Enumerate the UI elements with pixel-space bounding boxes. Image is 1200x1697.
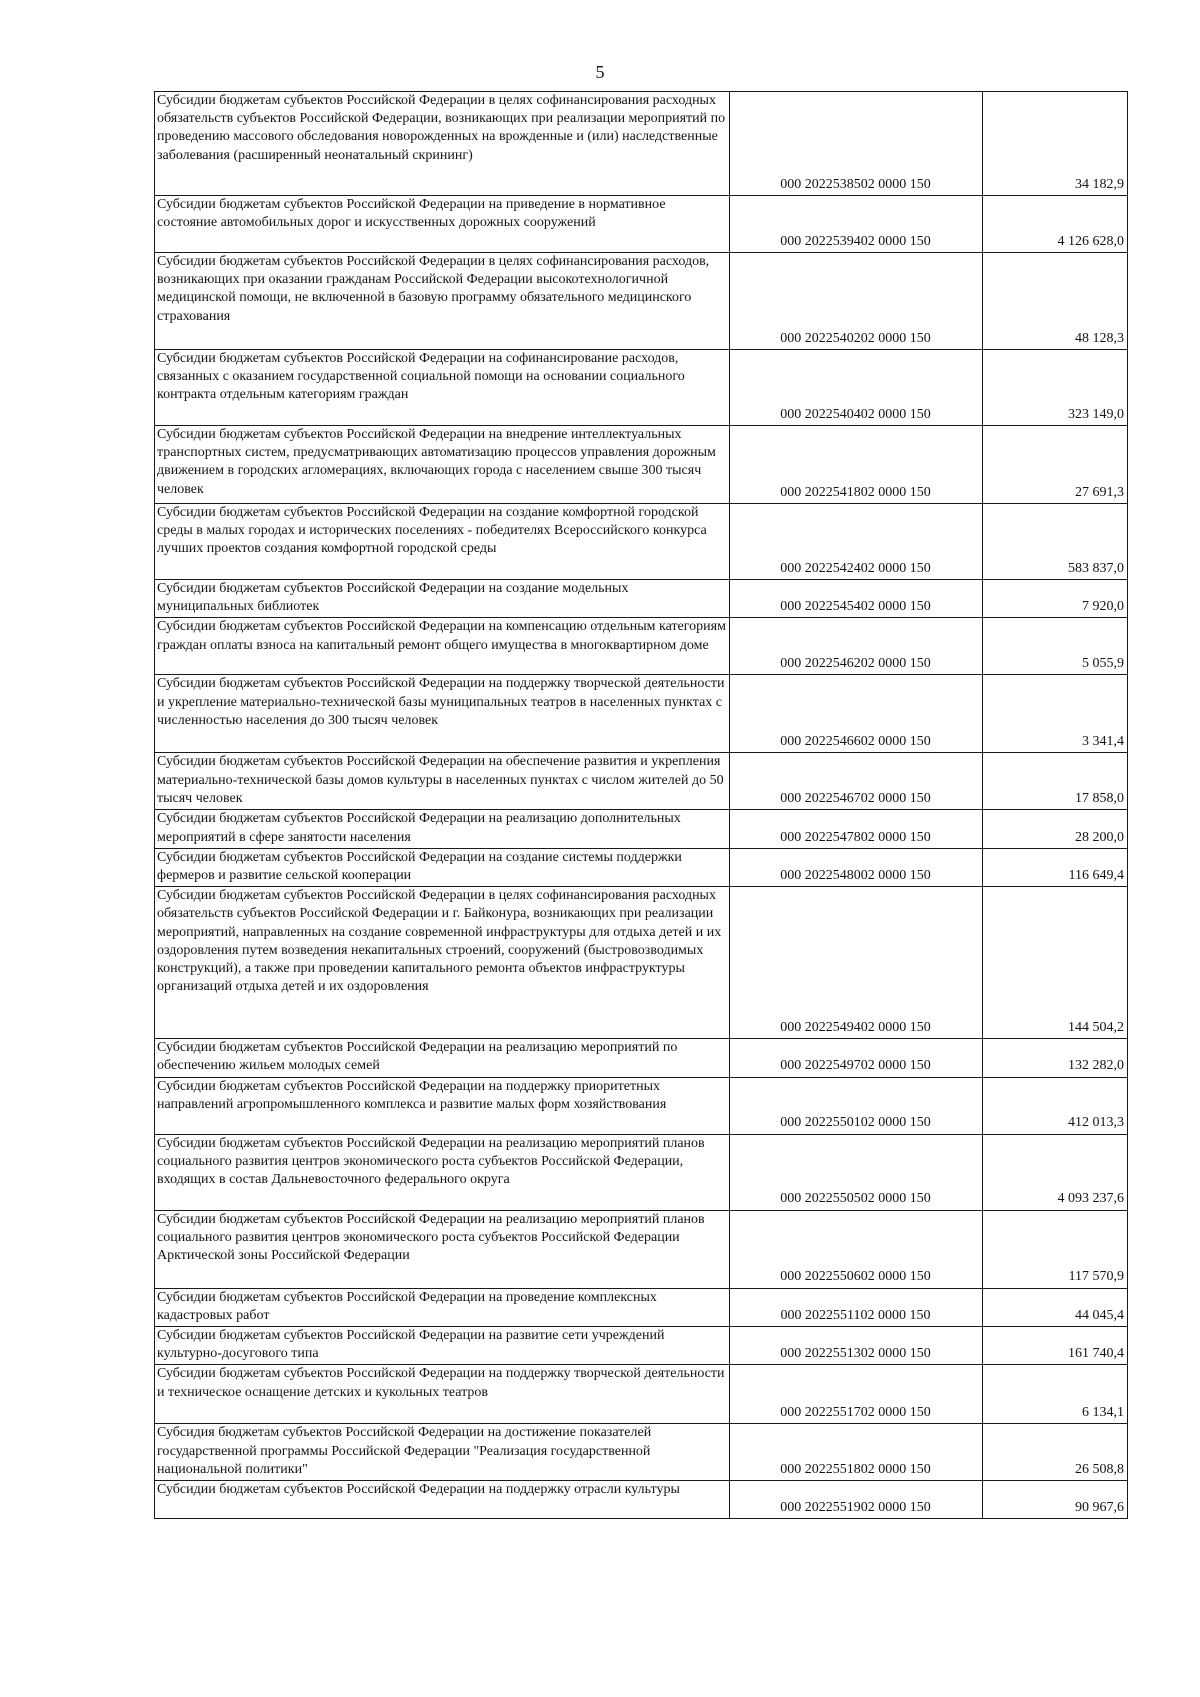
row-description: Субсидии бюджетам субъектов Российской Федерации на развитие сети учреждений культурно-досугового типа [155,1327,730,1365]
row-description: Субсидии бюджетам субъектов Российской Федерации на создание модельных муниципальных библиотек [155,580,730,618]
table-row [155,253,1128,350]
row-amount: 144 504,2 [983,887,1128,1039]
row-amount: 4 093 237,6 [983,1134,1128,1210]
row-budget-code: 000 2022545402 0000 150 [730,580,983,618]
row-budget-code: 000 2022540202 0000 150 [730,253,983,350]
row-description: Субсидии бюджетам субъектов Российской Федерации на поддержку творческой деятельности и укрепление материально-технической базы муниципальных театров в населенных пунктах с численностью населения до 300 тысяч человек [155,675,730,753]
row-amount: 34 182,9 [983,92,1128,196]
row-budget-code: 000 2022551902 0000 150 [730,1481,983,1519]
row-budget-code: 000 2022538502 0000 150 [730,92,983,196]
table-row [155,1424,1128,1481]
row-amount: 44 045,4 [983,1288,1128,1326]
row-budget-code: 000 2022546202 0000 150 [730,618,983,675]
row-budget-code: 000 2022539402 0000 150 [730,196,983,253]
row-description: Субсидии бюджетам субъектов Российской Федерации на обеспечение развития и укрепления материально-технической базы домов культуры в населенных пунктах с числом жителей до 50 тысяч человек [155,753,730,810]
row-description: Субсидии бюджетам субъектов Российской Федерации в целях софинансирования расходных обязательств субъектов Российской Федерации, возникающих при реализации мероприятий по проведению массового обследования новорожденных на врожденные и (или) наследственные заболевания (расширенный неонатальный скрининг) [155,92,730,196]
row-description: Субсидии бюджетам субъектов Российской Федерации на реализацию дополнительных мероприятий в сфере занятости населения [155,810,730,848]
page-number: 5 [595,62,605,82]
row-description: Субсидия бюджетам субъектов Российской Федерации на достижение показателей государственной программы Российской Федерации "Реализация государственной национальной политики" [155,1424,730,1481]
row-amount: 117 570,9 [983,1210,1128,1288]
row-amount: 90 967,6 [983,1481,1128,1519]
row-amount: 412 013,3 [983,1077,1128,1134]
row-amount: 583 837,0 [983,504,1128,580]
row-description: Субсидии бюджетам субъектов Российской Федерации на реализацию мероприятий планов социального развития центров экономического роста субъектов Российской Федерации Арктической зоны Российской Федерации [155,1210,730,1288]
row-amount: 5 055,9 [983,618,1128,675]
row-amount: 4 126 628,0 [983,196,1128,253]
row-amount: 48 128,3 [983,253,1128,350]
row-description: Субсидии бюджетам субъектов Российской Федерации на поддержку приоритетных направлений агропромышленного комплекса и развитие малых форм хозяйствования [155,1077,730,1134]
row-amount: 7 920,0 [983,580,1128,618]
table-row [155,753,1128,810]
table-row [155,504,1128,580]
row-description: Субсидии бюджетам субъектов Российской Федерации на поддержку отрасли культуры [155,1481,730,1519]
row-amount: 28 200,0 [983,810,1128,848]
row-description: Субсидии бюджетам субъектов Российской Федерации на реализацию мероприятий по обеспечению жильем молодых семей [155,1039,730,1077]
table-row [155,1134,1128,1210]
row-amount: 27 691,3 [983,426,1128,504]
row-budget-code: 000 2022549402 0000 150 [730,887,983,1039]
row-description: Субсидии бюджетам субъектов Российской Федерации на создание комфортной городской среды в малых городах и исторических поселениях - победителях Всероссийского конкурса лучших проектов создания комфортной городской среды [155,504,730,580]
row-amount: 323 149,0 [983,350,1128,426]
table-row [155,196,1128,253]
table-row [155,810,1128,848]
table-row [155,848,1128,886]
row-budget-code: 000 2022540402 0000 150 [730,350,983,426]
row-budget-code: 000 2022550502 0000 150 [730,1134,983,1210]
row-amount: 17 858,0 [983,753,1128,810]
row-budget-code: 000 2022550602 0000 150 [730,1210,983,1288]
table-row [155,1077,1128,1134]
row-amount: 161 740,4 [983,1327,1128,1365]
table-row [155,426,1128,504]
row-description: Субсидии бюджетам субъектов Российской Федерации на софинансирование расходов, связанных с оказанием государственной социальной помощи на основании социального контракта отдельным категориям граждан [155,350,730,426]
table-row [155,1288,1128,1326]
table-row [155,1039,1128,1077]
table-row [155,1481,1128,1519]
row-description: Субсидии бюджетам субъектов Российской Федерации на поддержку творческой деятельности и техническое оснащение детских и кукольных театров [155,1365,730,1424]
table-row [155,618,1128,675]
row-description: Субсидии бюджетам субъектов Российской Федерации на создание системы поддержки фермеров и развитие сельской кооперации [155,848,730,886]
row-amount: 132 282,0 [983,1039,1128,1077]
row-amount: 3 341,4 [983,675,1128,753]
table-row [155,887,1128,1039]
table-row [155,1365,1128,1424]
row-amount: 26 508,8 [983,1424,1128,1481]
row-amount: 6 134,1 [983,1365,1128,1424]
table-row [155,1327,1128,1365]
row-amount: 116 649,4 [983,848,1128,886]
row-budget-code: 000 2022546602 0000 150 [730,675,983,753]
row-budget-code: 000 2022542402 0000 150 [730,504,983,580]
row-description: Субсидии бюджетам субъектов Российской Федерации на приведение в нормативное состояние автомобильных дорог и искусственных дорожных сооружений [155,196,730,253]
row-description: Субсидии бюджетам субъектов Российской Федерации в целях софинансирования расходов, возникающих при оказании гражданам Российской Федерации высокотехнологичной медицинской помощи, не включенной в базовую программу обязательного медицинского страхования [155,253,730,350]
table-row [155,1210,1128,1288]
row-budget-code: 000 2022541802 0000 150 [730,426,983,504]
row-budget-code: 000 2022547802 0000 150 [730,810,983,848]
table-row [155,580,1128,618]
table-row [155,350,1128,426]
row-description: Субсидии бюджетам субъектов Российской Федерации на проведение комплексных кадастровых работ [155,1288,730,1326]
row-budget-code: 000 2022548002 0000 150 [730,848,983,886]
row-budget-code: 000 2022550102 0000 150 [730,1077,983,1134]
row-budget-code: 000 2022551102 0000 150 [730,1288,983,1326]
table-row [155,675,1128,753]
subsidies-table [154,91,1128,1519]
row-budget-code: 000 2022549702 0000 150 [730,1039,983,1077]
subsidies-table-body [155,92,1128,1519]
row-budget-code: 000 2022551802 0000 150 [730,1424,983,1481]
row-description: Субсидии бюджетам субъектов Российской Федерации на компенсацию отдельным категориям граждан оплаты взноса на капитальный ремонт общего имущества в многоквартирном доме [155,618,730,675]
table-row [155,92,1128,196]
row-budget-code: 000 2022551702 0000 150 [730,1365,983,1424]
row-description: Субсидии бюджетам субъектов Российской Федерации на внедрение интеллектуальных транспортных систем, предусматривающих автоматизацию процессов управления дорожным движением в городских агломерациях, включающих города с населением свыше 300 тысяч человек [155,426,730,504]
row-budget-code: 000 2022546702 0000 150 [730,753,983,810]
row-budget-code: 000 2022551302 0000 150 [730,1327,983,1365]
row-description: Субсидии бюджетам субъектов Российской Федерации на реализацию мероприятий планов социального развития центров экономического роста субъектов Российской Федерации, входящих в состав Дальневосточного федерального округа [155,1134,730,1210]
row-description: Субсидии бюджетам субъектов Российской Федерации в целях софинансирования расходных обязательств субъектов Российской Федерации и г. Байконура, возникающих при реализации мероприятий, направленных на создание современной инфраструктуры для отдыха детей и их оздоровления путем возведения некапитальных строений, сооружений (быстровозводимых конструкций), а также при проведении капитального ремонта объектов инфраструктуры организаций отдыха детей и их оздоровления [155,887,730,1039]
